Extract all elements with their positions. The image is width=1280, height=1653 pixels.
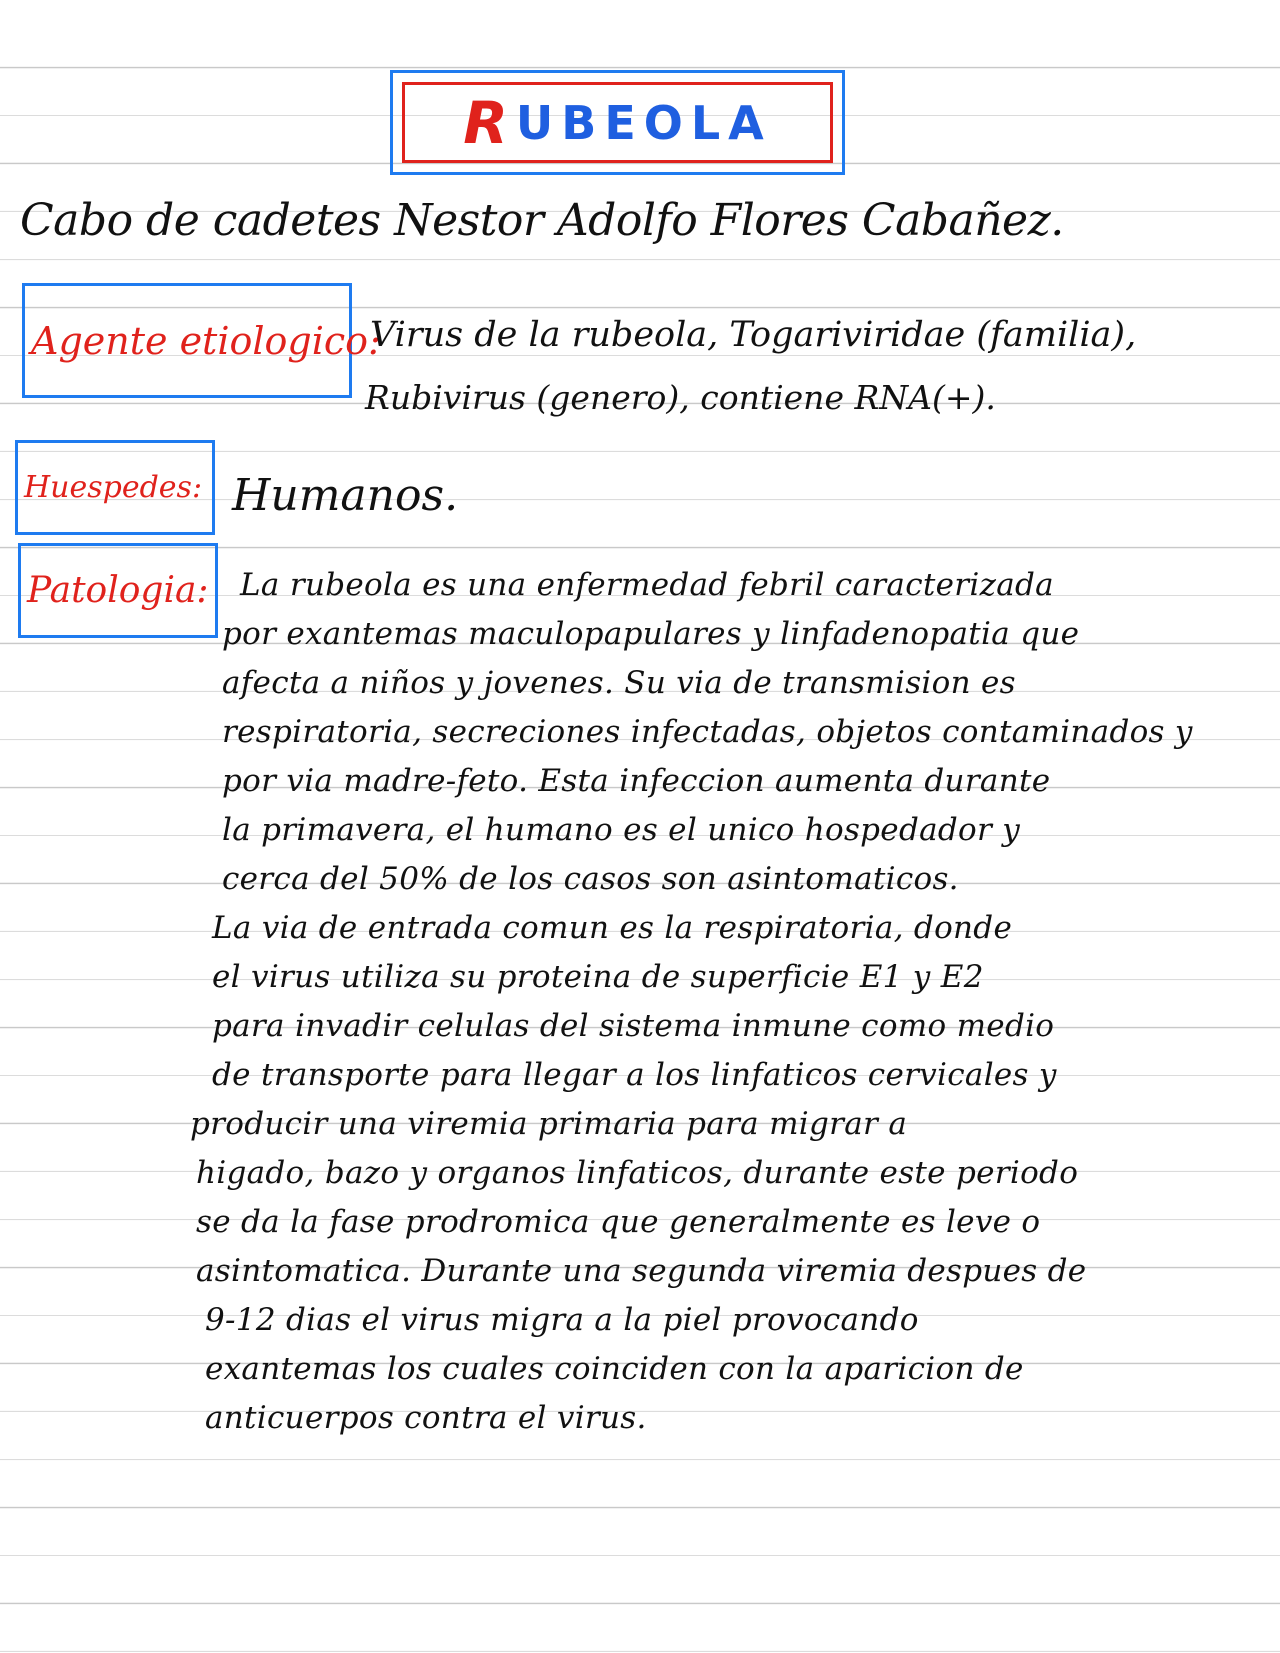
pathology-line: anticuerpos contra el virus. [205,1400,647,1436]
pathology-line: La via de entrada comun es la respiratoria, donde [212,910,1013,946]
pathology-line: por exantemas maculopapulares y linfadenopatia que [222,616,1080,652]
pathology-line: producir una viremia primaria para migrar a [190,1106,908,1142]
pathology-line: el virus utiliza su proteina de superficie E1 y E2 [212,959,984,995]
pathology-line: La rubeola es una enfermedad febril caracterizada [240,567,1054,603]
title-first-letter: R [463,88,516,157]
etiologic-agent-line-1: Virus de la rubeola, Togariviridae (familia), [370,315,1137,355]
etiologic-agent-label: Agente etiologico: [22,283,352,398]
pathology-line: exantemas los cuales coinciden con la aparicion de [205,1351,1024,1387]
title-frame [390,70,845,175]
pathology-line: afecta a niños y jovenes. Su via de transmision es [222,665,1016,701]
pathology-line: se da la fase prodromica que generalmente es leve o [196,1204,1041,1240]
pathology-line: cerca del 50% de los casos son asintomaticos. [222,861,959,897]
pathology-line: de transporte para llegar a los linfaticos cervicales y [212,1057,1057,1093]
pathology-line: por via madre-feto. Esta infeccion aumenta durante [222,763,1051,799]
hosts-value: Humanos. [232,470,459,521]
pathology-label: Patologia: [18,543,218,638]
author-line: Cabo de cadetes Nestor Adolfo Flores Cabañez. [20,195,1064,246]
pathology-line: higado, bazo y organos linfaticos, durante este periodo [196,1155,1079,1191]
hosts-label: Huespedes: [15,440,215,535]
title-rest: UBEOLA [515,95,772,150]
pathology-line: la primavera, el humano es el unico hospedador y [222,812,1021,848]
pathology-line: 9-12 dias el virus migra a la piel provocando [205,1302,919,1338]
etiologic-agent-line-2: Rubivirus (genero), contiene RNA(+). [365,378,996,417]
pathology-line: respiratoria, secreciones infectadas, objetos contaminados y [222,714,1193,750]
pathology-line: asintomatica. Durante una segunda viremia despues de [196,1253,1087,1289]
pathology-line: para invadir celulas del sistema inmune como medio [212,1008,1055,1044]
page-title [402,82,833,163]
